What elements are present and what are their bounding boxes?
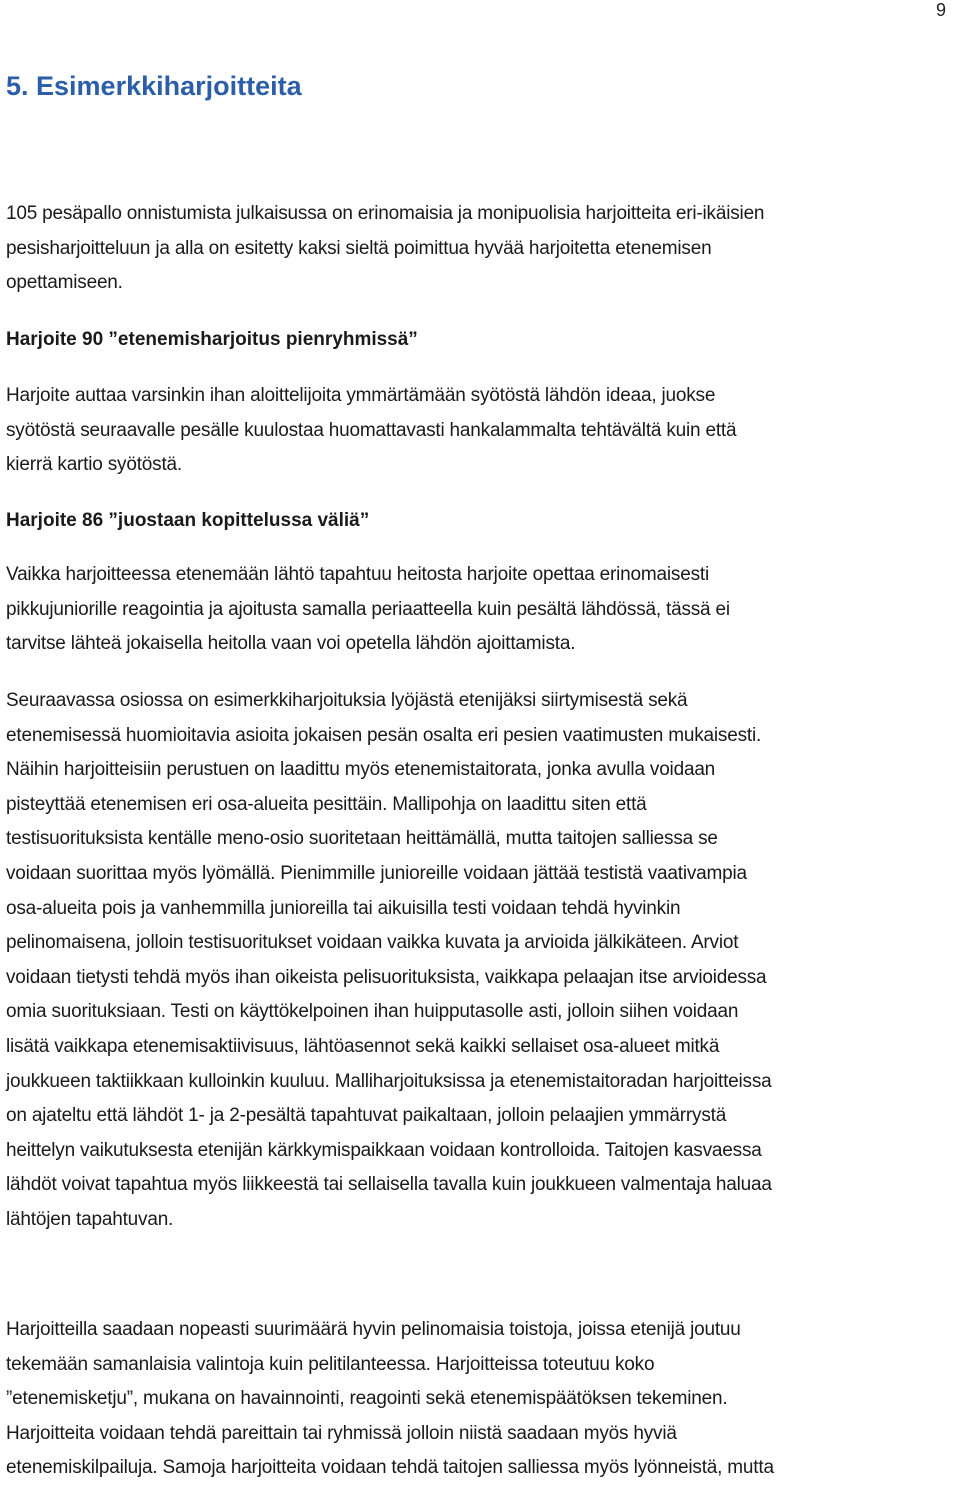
text-line: syötöstä seuraavalle pesälle kuulostaa huomattavasti hankalammalta tehtävältä kuin että	[6, 419, 737, 441]
exercise-86-title: Harjoite 86 ”juostaan kopittelussa väliä”	[6, 510, 370, 531]
text-line: Harjoite auttaa varsinkin ihan aloittelijoita ymmärtämään syötöstä lähdön ideaa, juokse	[6, 385, 716, 406]
text-line: Vaikka harjoitteessa etenemään lähtö tapahtuu heitosta harjoite opettaa erinomaisesti	[6, 564, 709, 585]
text-line: voidaan suorittaa myös lyömällä. Pienimmille junioreille voidaan jättää testistä vaativampia	[6, 862, 747, 884]
text-line: voidaan tietysti tehdä myös ihan oikeista pelisuorituksista, vaikkapa pelaajan itse arvioidessa	[6, 966, 767, 988]
exercise-90-title: Harjoite 90 ”etenemisharjoitus pienryhmissä”	[6, 329, 418, 350]
text-line: etenemiskilpailuja. Samoja harjoitteita voidaan tehdä taitojen salliessa myös lyönneistä, mutta	[6, 1457, 774, 1479]
text-line: Seuraavassa osiossa on esimerkkiharjoituksia lyöjästä etenijäksi siirtymisestä sekä	[6, 690, 688, 711]
text-line: on ajateltu että lähdöt 1- ja 2-pesältä tapahtuvat paikaltaan, jolloin pelaajien ymmärrystä	[6, 1105, 727, 1127]
text-line: joukkueen taktiikkaan kulloinkin kuuluu. Malliharjoituksissa ja etenemistaitoradan harjoitteissa	[6, 1070, 772, 1092]
text-line: omia suorituksiaan. Testi on käyttökelpoinen ihan huipputasolle asti, jolloin siihen voidaan	[6, 1001, 739, 1023]
text-line: Harjoitteita voidaan tehdä pareittain tai ryhmissä jolloin niistä saadaan myös hyviä	[6, 1422, 677, 1444]
text-line: pesisharjoitteluun ja alla on esitetty kaksi sieltä poimittua hyvää harjoitetta etenemisen	[6, 237, 712, 259]
text-line: tekemään samanlaisia valintoja kuin pelitilanteessa. Harjoitteissa toteutuu koko	[6, 1353, 655, 1375]
text-line: ”etenemisketju”, mukana on havainnointi, reagointi sekä etenemispäätöksen tekeminen.	[6, 1388, 728, 1410]
main-paragraph	[6, 684, 960, 1238]
text-line: osa-alueita pois ja vanhemmilla junioreilla tai aikuisilla testi voidaan tehdä hyvinkin	[6, 897, 681, 919]
text-line: heittelyn vaikutuksesta etenijän kärkkymispaikkaan voidaan kontrolloida. Taitojen kasvaessa	[6, 1139, 762, 1161]
text-line: etenemisessä huomioitavia asioita jokaisen pesän osalta eri pesien vaatimusten mukaisesti.	[6, 724, 762, 746]
text-line: pelinomaisena, jolloin testisuoritukset voidaan vaikka kuvata ja arvioida jälkikäteen. Arviot	[6, 932, 739, 954]
text-line: Harjoitteilla saadaan nopeasti suurimäärä hyvin pelinomaisia toistoja, joissa etenijä joutuu	[6, 1319, 741, 1340]
text-line: tarvitse lähteä jokaisella heitolla vaan voi opetella lähdön ajoittamista.	[6, 633, 576, 655]
text-line: lähtöjen tapahtuvan.	[6, 1208, 174, 1230]
intro-paragraph	[6, 197, 960, 301]
exercise-86-description	[6, 558, 960, 662]
text-line: opettamiseen.	[6, 272, 123, 294]
text-line: kierrä kartio syötöstä.	[6, 454, 182, 476]
text-line: lähdöt voivat tapahtua myös liikkeestä tai sellaisella tavalla kuin joukkueen valmentaja haluaa	[6, 1174, 772, 1196]
section-heading: 5. Esimerkkiharjoitteita	[6, 71, 302, 101]
text-line: lisätä vaikkapa etenemisaktiivisuus, lähtöasennot sekä kaikki sellaiset osa-alueet mitkä	[6, 1035, 720, 1057]
text-line: testisuorituksista kentälle meno-osio suoritetaan heittämällä, mutta taitojen salliessa se	[6, 828, 718, 850]
text-line: pisteyttää etenemisen eri osa-alueita pesittäin. Mallipohja on laadittu siten että	[6, 793, 647, 815]
text-line: 105 pesäpallo onnistumista julkaisussa on erinomaisia ja monipuolisia harjoitteita eri-ikäisien	[6, 203, 765, 224]
exercise-90-description	[6, 379, 960, 483]
page-number: 9	[935, 0, 946, 20]
text-line: Näihin harjoitteisiin perustuen on laadittu myös etenemistaitorata, jonka avulla voidaan	[6, 759, 716, 781]
text-line: pikkujuniorille reagointia ja ajoitusta samalla periaatteella kuin pesältä lähdössä, tässä ei	[6, 598, 730, 620]
final-paragraph	[6, 1313, 960, 1486]
